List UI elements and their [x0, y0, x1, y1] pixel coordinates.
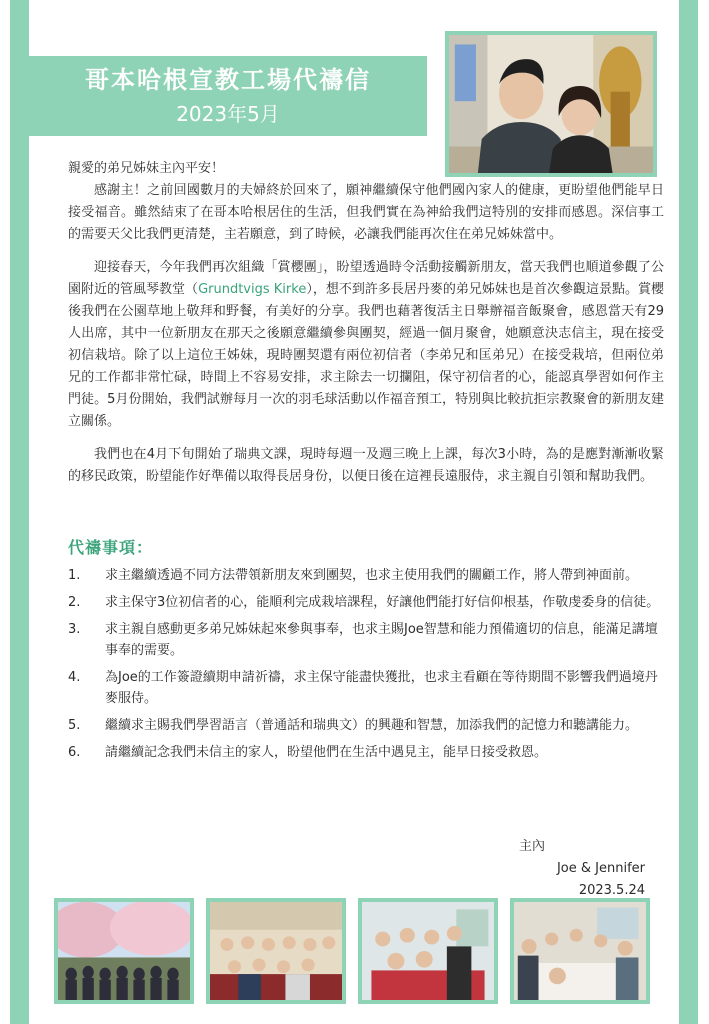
- prayer-item: [68, 715, 668, 736]
- prayer-item-number: 6.: [68, 745, 81, 760]
- prayer-heading: 代禱事項：: [68, 538, 154, 557]
- cherry-blossom-group-photo: [54, 898, 194, 1004]
- prayer-item-number: 4.: [68, 670, 81, 685]
- prayer-item: [68, 667, 668, 709]
- signature-names: Joe & Jennifer: [556, 861, 645, 876]
- letter-paragraph-3: 我們也在4月下旬開始了瑞典文課，現時每週一及週三晚上上課，每次3小時，為的是應對漸漸收緊的移民政策，盼望能作好準備以取得長居身份，以便日後在這裡長遠服侍，求主親自引領和幫助我們。: [68, 447, 664, 484]
- prayer-item: [68, 619, 668, 661]
- room-group-photo: [358, 898, 498, 1004]
- left-decorative-bar: [10, 0, 29, 1024]
- prayer-item-number: 2.: [68, 595, 81, 610]
- dinner-group-photo: [510, 898, 650, 1004]
- prayer-item-text: 求主親自感動更多弟兄姊妹起來參與事奉，也求主賜Joe智慧和能力預備適切的信息，能滿足講壇事奉的需要。: [105, 622, 658, 658]
- prayer-item-number: 3.: [68, 622, 81, 637]
- right-decorative-bar: [679, 0, 698, 1024]
- prayer-item-text: 為Joe的工作簽證續期申請祈禱，求主保守能盡快獲批，也求主看顧在等待期間不影響我們過境丹麥服侍。: [105, 670, 658, 706]
- letter-body: [68, 158, 664, 499]
- prayer-item-text: 求主繼續透過不同方法帶領新朋友來到團契，也求主使用我們的關顧工作，將人帶到神面前。: [105, 568, 639, 583]
- prayer-list: [68, 565, 668, 769]
- signature-closing: 主內: [518, 839, 545, 854]
- prayer-item-text: 求主保守3位初信者的心，能順利完成栽培課程，好讓他們能打好信仰根基，作敬虔委身的信徒。: [105, 595, 660, 610]
- couple-photo: [445, 31, 657, 177]
- prayer-item-number: 1.: [68, 568, 81, 583]
- letter-greeting: 親愛的弟兄姊妹主內平安！: [68, 161, 225, 176]
- prayer-item-text: 繼續求主賜我們學習語言（普通話和瑞典文）的興趣和智慧，加添我們的記憶力和聽講能力。: [105, 718, 639, 733]
- page-date: 2023年5月: [176, 102, 280, 126]
- signature-block: [519, 836, 645, 902]
- indoor-group-photo: [206, 898, 346, 1004]
- church-name-keyword: Grundtvigs Kirke: [198, 282, 307, 297]
- letter-paragraph-1: 感謝主！之前回國數月的夫婦終於回來了，願神繼續保守他們國內家人的健康，更盼望他們能早日接受福音。雖然結束了在哥本哈根居住的生活，但我們實在為神給我們這特別的安排而感恩。深信事工的需要天父比我們更清楚，主若願意，到了時候，必讓我們能再次住在弟兄姊妹當中。: [68, 183, 664, 242]
- prayer-item: [68, 565, 668, 586]
- page-title: 哥本哈根宣教工場代禱信: [85, 66, 371, 94]
- prayer-item: [68, 592, 668, 613]
- signature-date: 2023.5.24: [578, 883, 645, 898]
- paragraph-2-text-a: 迎接春天，今年我們再次組織「賞櫻團」，盼望透過時令活動接觸新朋友，當天我們也順道參觀了公園附近的管風琴教堂（: [68, 260, 664, 297]
- prayer-item-text: 請繼續記念我們未信主的家人，盼望他們在生活中遇見主，能早日接受救恩。: [105, 745, 548, 760]
- paragraph-2-text-b: ），想不到許多長居丹麥的弟兄姊妹也是首次參觀這景點。賞櫻後我們在公園草地上敬拜和野餐，有美好的分享。我們也藉著復活主日舉辦福音飯聚會，感恩當天有29人出席，其中一位新朋友在那天之後願意繼續參與團契，經過一個月聚會，她願意決志信主，現在接受初信栽培。除了以上這位王姊妹，現時團契還有兩位初信者（李弟兄和匡弟兄）在接受栽培，但兩位弟兄的工作都非常忙碌，時間上不容易安排，求主除去一切攔阻，保守初信者的心，能認真學習如何作主門徒。5月份開始，我們試辦每月一次的羽毛球活動以作福音預工，特別與比較抗拒宗教聚會的新朋友建立關係。: [68, 282, 664, 429]
- prayer-item: [68, 742, 668, 763]
- prayer-item-number: 5.: [68, 718, 81, 733]
- letter-paragraph-2: [68, 257, 664, 433]
- title-banner: [29, 56, 427, 136]
